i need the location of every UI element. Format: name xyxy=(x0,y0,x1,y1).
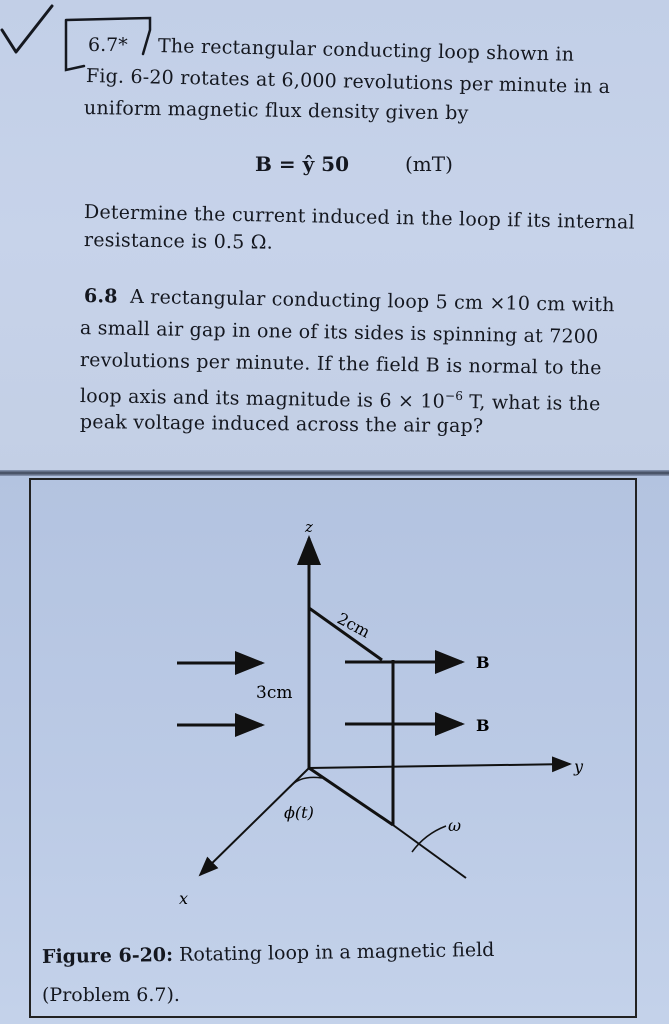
problem-6-7-line3: uniform magnetic flux density given by xyxy=(83,97,469,125)
x-axis-label: x xyxy=(179,889,189,908)
width-label: 2cm xyxy=(334,608,374,642)
z-axis-label: z xyxy=(305,518,313,536)
field-label-1: B xyxy=(476,653,490,672)
omega-arc xyxy=(412,826,446,852)
problem-6-7-line1: The rectangular conducting loop shown in xyxy=(157,35,575,66)
figure-caption-label: Figure 6-20: xyxy=(41,943,174,968)
problem-6-8-line1-text: A rectangular conducting loop 5 cm ×10 cm with xyxy=(129,285,615,317)
problem-6-7-number: 6.7* xyxy=(88,34,128,56)
height-label: 3cm xyxy=(256,683,293,703)
problem-6-8-line4-b: T, what is the xyxy=(462,391,601,416)
loop-bottom-edge xyxy=(309,768,393,825)
figure-caption-text: Rotating loop in a magnetic field xyxy=(172,938,495,966)
omega-label: ω xyxy=(448,816,462,835)
figure-caption-line2: (Problem 6.7). xyxy=(42,984,180,1006)
problem-6-8-line3: revolutions per minute. If the field B is normal to the xyxy=(79,349,602,380)
problem-6-7-line2: Fig. 6-20 rotates at 6,000 revolutions per minute in a xyxy=(85,65,611,98)
problem-6-8-line5: peak voltage induced across the air gap? xyxy=(79,411,484,438)
problem-6-8-line4-a: loop axis and its magnitude is 6 × 10 xyxy=(79,385,446,413)
field-label-2: B xyxy=(476,716,490,735)
y-axis-label: y xyxy=(574,757,584,776)
angle-arc xyxy=(290,777,322,787)
problem-6-7-line5: resistance is 0.5 Ω. xyxy=(83,229,274,254)
y-axis xyxy=(309,764,570,768)
angle-label: ϕ(t) xyxy=(284,803,314,822)
problem-6-8-number: 6.8 xyxy=(83,285,118,308)
problem-6-8-line2: a small air gap in one of its sides is spinning at 7200 xyxy=(79,317,599,349)
field-equation-unit: (mT) xyxy=(405,152,453,176)
field-equation: B = ŷ 50 xyxy=(255,152,350,176)
problem-6-7-line4: Determine the current induced in the loop if its internal xyxy=(83,201,635,234)
problem-6-8-exponent: −6 xyxy=(444,388,464,404)
